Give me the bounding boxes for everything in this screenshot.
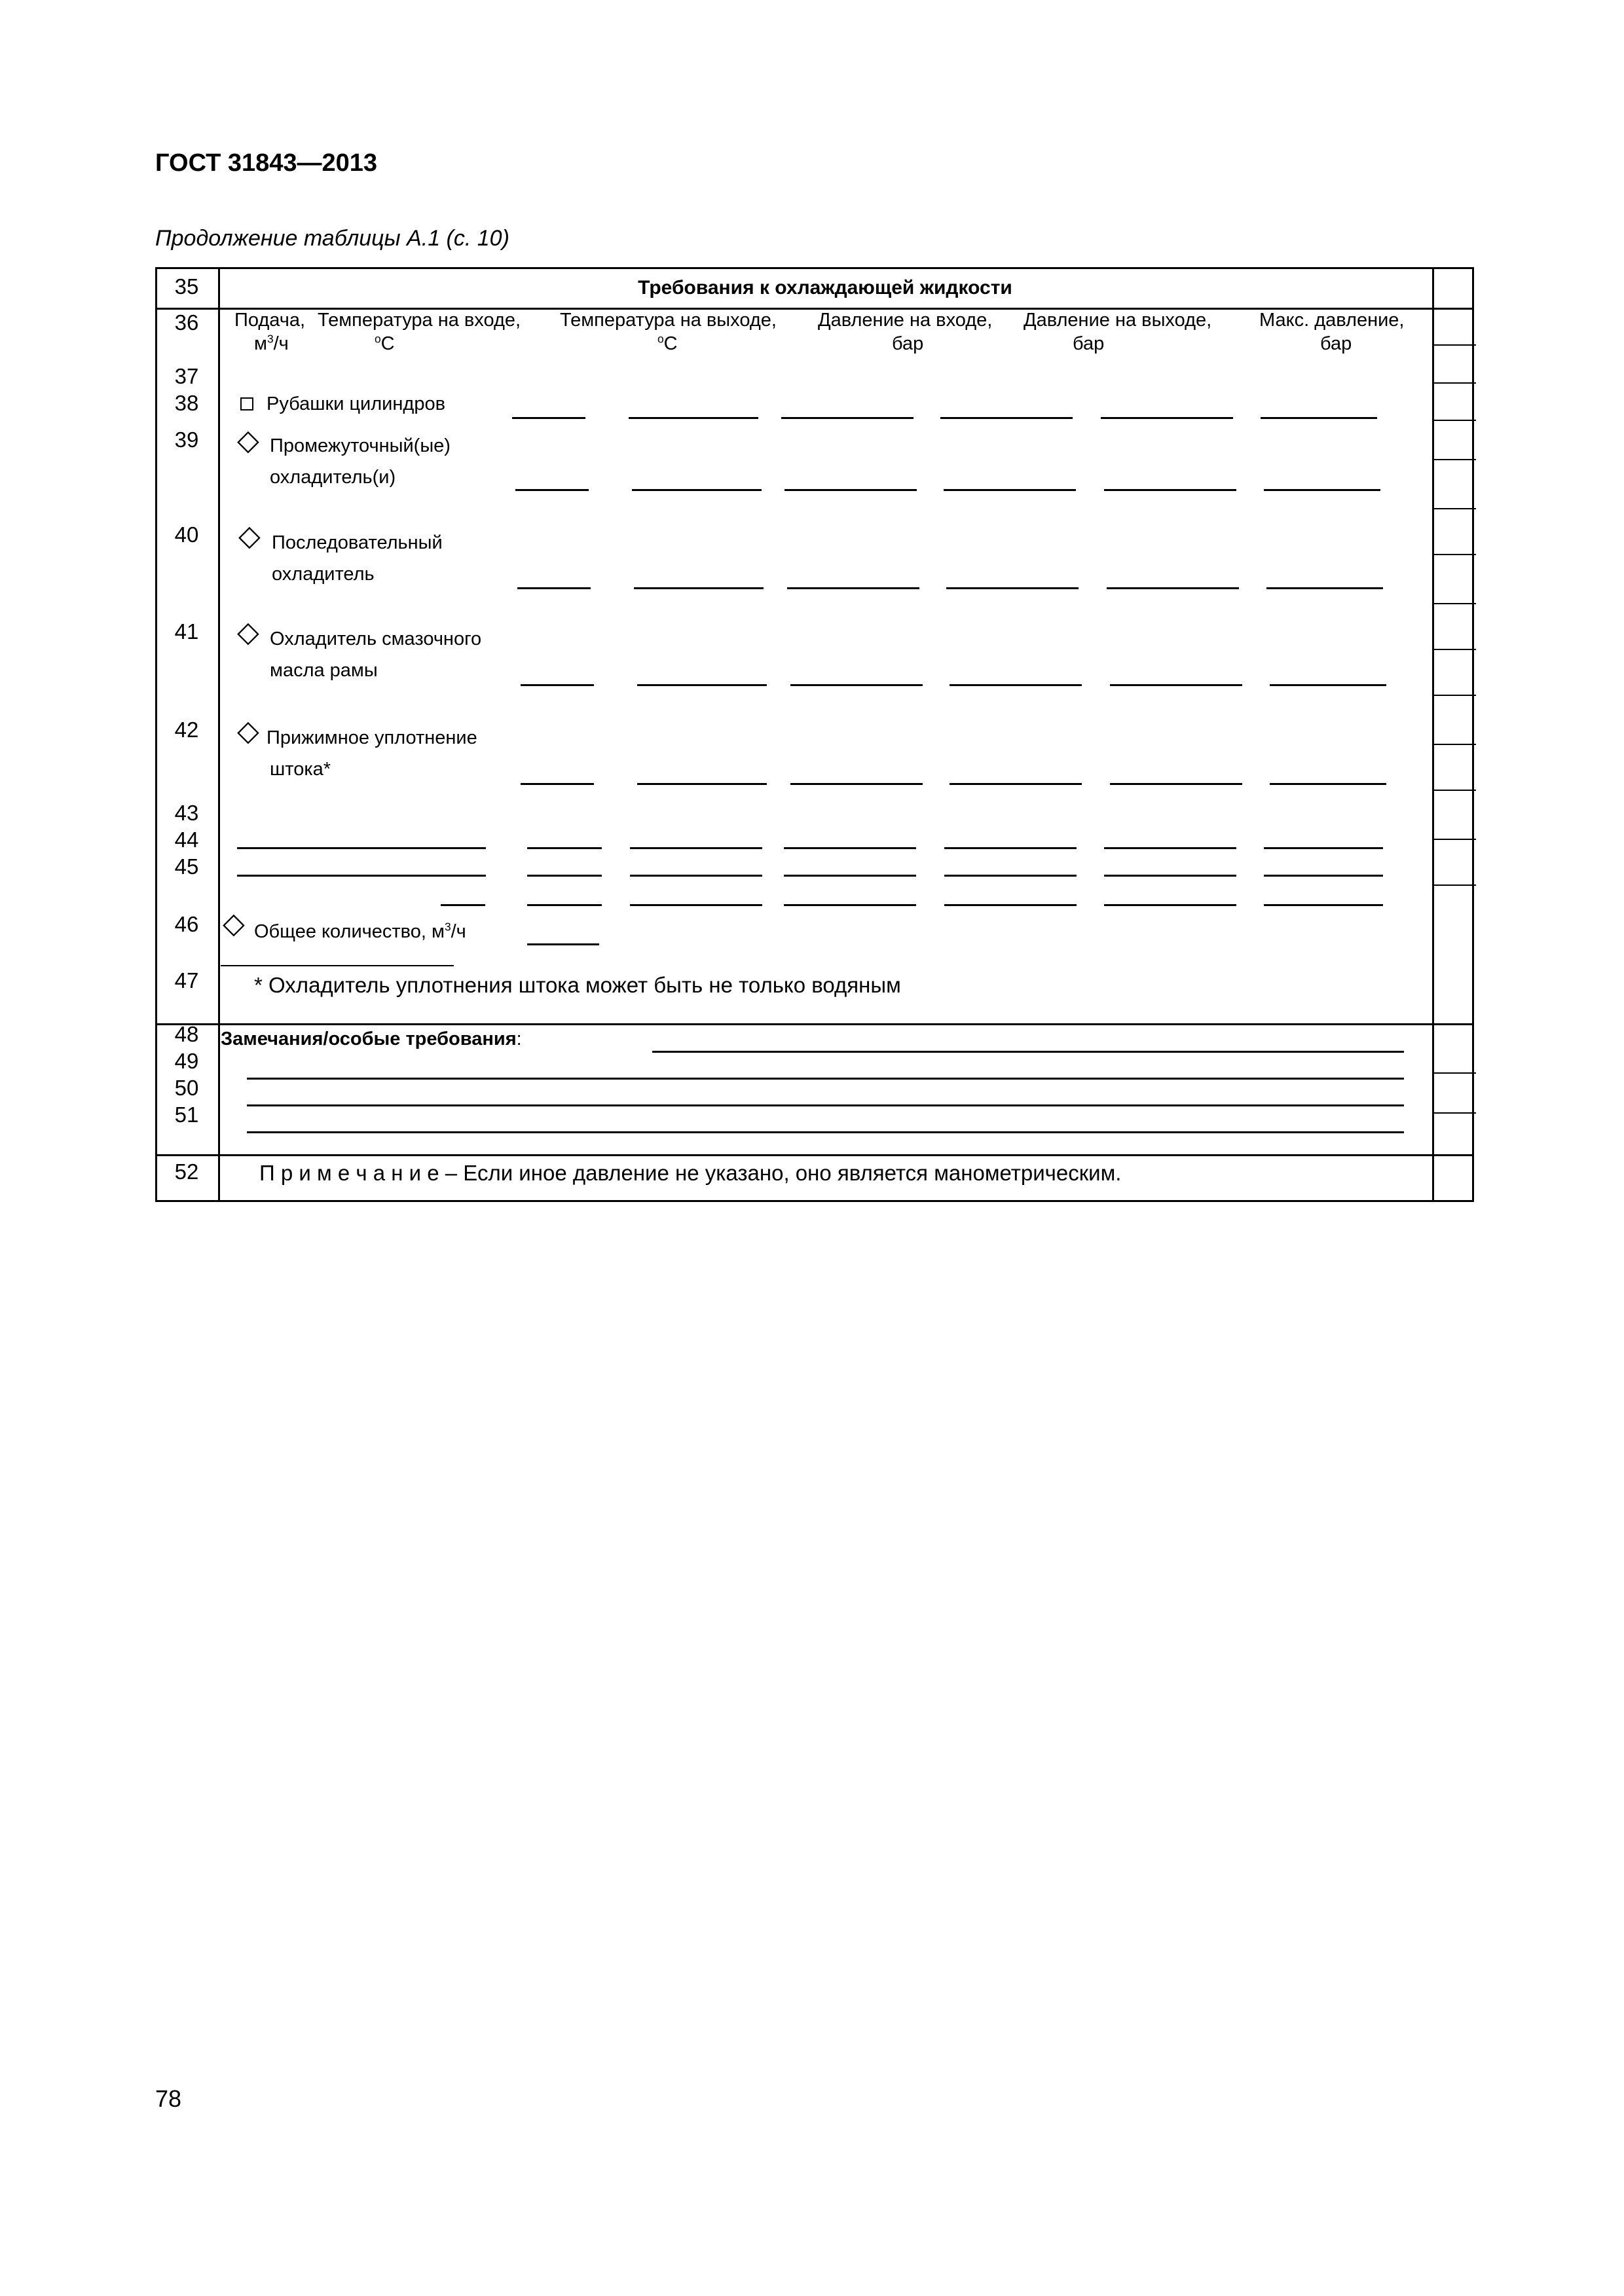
column-unit-outlet-temp: $^o$С	[657, 332, 678, 354]
remarks-line[interactable]	[247, 1131, 1404, 1133]
input-line[interactable]	[784, 904, 916, 906]
item-label-oil-cooler-2: масла рамы	[270, 660, 378, 681]
input-line[interactable]	[940, 417, 1073, 419]
input-line[interactable]	[944, 904, 1077, 906]
item-label-aftercooler: Последовательный	[272, 532, 443, 553]
input-line[interactable]	[237, 875, 486, 877]
input-line[interactable]	[944, 489, 1076, 491]
input-line[interactable]	[1104, 489, 1236, 491]
check-column-divider	[1432, 269, 1434, 1200]
item-label-intercooler: Промежуточный(ые)	[270, 435, 451, 456]
remarks-line[interactable]	[247, 1104, 1404, 1106]
column-unit-max-pressure: бар	[1320, 333, 1352, 354]
input-line[interactable]	[630, 847, 762, 849]
input-line[interactable]	[634, 587, 764, 589]
column-unit-flow: $м^3/ч$	[254, 332, 289, 354]
diamond-icon[interactable]: ◇	[223, 907, 245, 939]
input-line[interactable]	[946, 587, 1079, 589]
diamond-icon[interactable]: ◇	[237, 616, 259, 648]
row-number: 35	[174, 274, 199, 299]
check-cell-line	[1432, 884, 1476, 886]
item-label-rod-packing-2: штока*	[270, 759, 331, 780]
checkbox-icon[interactable]	[240, 397, 253, 410]
input-line[interactable]	[630, 904, 762, 906]
input-line[interactable]	[1104, 904, 1236, 906]
input-line[interactable]	[1107, 587, 1239, 589]
input-line[interactable]	[441, 904, 485, 906]
check-cell-line	[1432, 382, 1476, 384]
input-line[interactable]	[944, 875, 1077, 877]
column-header-max-pressure: Макс. давление,	[1259, 310, 1405, 331]
footnote-rule	[221, 965, 454, 966]
input-line[interactable]	[512, 417, 585, 419]
input-line[interactable]	[944, 847, 1077, 849]
check-cell-line	[1432, 790, 1476, 791]
column-header-outlet-pressure: Давление на выходе,	[1024, 310, 1212, 331]
item-label-oil-cooler: Охладитель смазочного	[270, 629, 482, 649]
total-quantity-label: Общее количество, $м^3/ч$	[254, 920, 466, 942]
diamond-icon[interactable]: ◇	[237, 424, 259, 456]
remarks-line[interactable]	[652, 1051, 1404, 1053]
input-line[interactable]	[784, 847, 916, 849]
note-text: П р и м е ч а н и е – Если иное давление не указано, оно является манометрическим.	[259, 1161, 1122, 1185]
check-cell-line	[1432, 459, 1476, 460]
input-line[interactable]	[1110, 783, 1242, 785]
remarks-line[interactable]	[247, 1078, 1404, 1080]
input-line[interactable]	[237, 847, 486, 849]
check-cell-line	[1432, 1072, 1476, 1074]
input-line[interactable]	[784, 489, 917, 491]
item-label-cylinder-jackets: Рубашки цилиндров	[267, 393, 445, 414]
row-number: 39	[174, 428, 199, 452]
input-line[interactable]	[637, 783, 767, 785]
check-cell-line	[1432, 649, 1476, 650]
input-line[interactable]	[527, 847, 602, 849]
input-line[interactable]	[1264, 489, 1380, 491]
input-line[interactable]	[1270, 783, 1386, 785]
input-line[interactable]	[527, 943, 599, 945]
row-number: 51	[174, 1102, 199, 1127]
input-line[interactable]	[790, 783, 923, 785]
input-line[interactable]	[784, 875, 916, 877]
input-line[interactable]	[950, 783, 1082, 785]
column-header-inlet-pressure: Давление на входе,	[818, 310, 993, 331]
input-line[interactable]	[515, 489, 589, 491]
input-line[interactable]	[1110, 684, 1242, 686]
input-line[interactable]	[950, 684, 1082, 686]
column-header-inlet-temp: Температура на входе,	[318, 310, 521, 331]
input-line[interactable]	[632, 489, 762, 491]
input-line[interactable]	[521, 783, 594, 785]
input-line[interactable]	[1104, 847, 1236, 849]
check-cell-line	[1432, 554, 1476, 555]
table-caption: Продолжение таблицы А.1 (с. 10)	[155, 226, 509, 251]
column-header-flow: Подача,	[234, 310, 306, 331]
row-number: 37	[174, 364, 199, 388]
check-cell-line	[1432, 420, 1476, 421]
input-line[interactable]	[527, 875, 602, 877]
input-line[interactable]	[629, 417, 758, 419]
check-cell-line	[1432, 603, 1476, 604]
row-number-column-divider	[218, 269, 220, 1200]
row-number: 49	[174, 1049, 199, 1073]
row-number: 41	[174, 619, 199, 644]
column-unit-outlet-pressure: бар	[1073, 333, 1105, 354]
diamond-icon[interactable]: ◇	[238, 520, 261, 552]
row-number: 44	[174, 828, 199, 852]
row-number: 36	[174, 310, 199, 335]
row-number: 45	[174, 854, 199, 879]
column-unit-inlet-pressure: бар	[892, 333, 924, 354]
input-line[interactable]	[1270, 684, 1386, 686]
row-number: 47	[174, 968, 199, 993]
input-line[interactable]	[1264, 847, 1383, 849]
requirements-table	[155, 267, 1474, 1202]
check-cell-line	[1432, 508, 1476, 509]
row-number: 40	[174, 522, 199, 547]
input-line[interactable]	[1264, 904, 1383, 906]
item-label-rod-packing: Прижимное уплотнение	[267, 727, 477, 748]
remarks-label: Замечания/особые требования:	[221, 1029, 522, 1049]
input-line[interactable]	[517, 587, 591, 589]
row-number: 38	[174, 391, 199, 415]
input-line[interactable]	[637, 684, 767, 686]
item-label-aftercooler-2: охладитель	[272, 564, 375, 585]
row-number: 52	[174, 1159, 199, 1184]
column-unit-inlet-temp: $^o$С	[375, 332, 395, 354]
check-cell-line	[1432, 839, 1476, 840]
remarks-divider	[157, 1023, 1472, 1025]
input-line[interactable]	[790, 684, 923, 686]
document-header: ГОСТ 31843—2013	[155, 149, 378, 177]
check-cell-line	[1432, 1112, 1476, 1114]
check-cell-line	[1432, 695, 1476, 696]
row-number: 48	[174, 1022, 199, 1046]
input-line[interactable]	[630, 875, 762, 877]
input-line[interactable]	[1266, 587, 1383, 589]
input-line[interactable]	[521, 684, 594, 686]
row-number: 50	[174, 1076, 199, 1100]
input-line[interactable]	[1264, 875, 1383, 877]
check-cell-line	[1432, 344, 1476, 346]
input-line[interactable]	[527, 904, 602, 906]
input-line[interactable]	[781, 417, 913, 419]
note-divider	[157, 1154, 1472, 1156]
input-line[interactable]	[1101, 417, 1233, 419]
diamond-icon[interactable]: ◇	[237, 715, 259, 747]
row-number: 42	[174, 718, 199, 742]
section-title: Требования к охлаждающей жидкости	[638, 277, 1012, 299]
input-line[interactable]	[787, 587, 919, 589]
item-label-intercooler-2: охладитель(и)	[270, 467, 396, 488]
row-number: 46	[174, 912, 199, 936]
check-cell-line	[1432, 744, 1476, 745]
page-number: 78	[155, 2085, 182, 2112]
input-line[interactable]	[1261, 417, 1377, 419]
footnote-text: * Охладитель уплотнения штока может быть не только водяным	[254, 973, 901, 997]
input-line[interactable]	[1104, 875, 1236, 877]
column-header-outlet-temp: Температура на выходе,	[560, 310, 777, 331]
row-number: 43	[174, 801, 199, 825]
